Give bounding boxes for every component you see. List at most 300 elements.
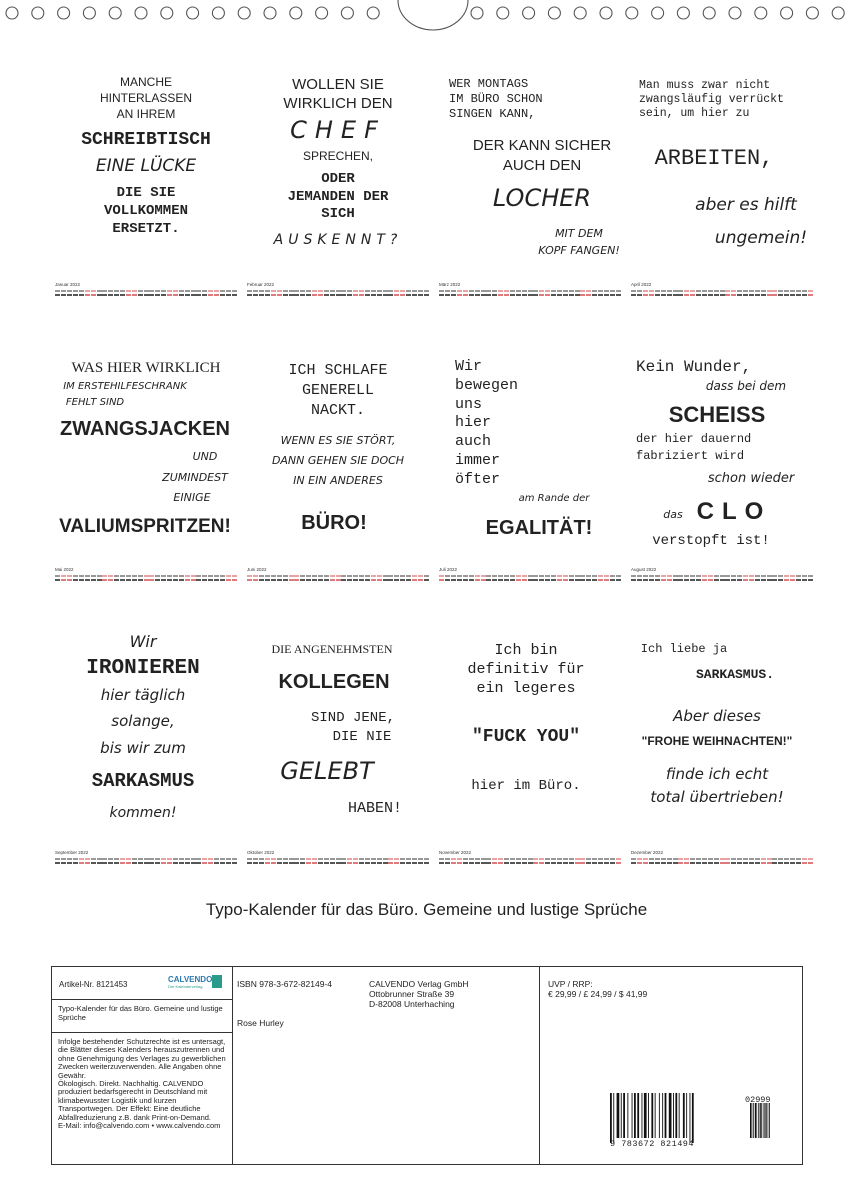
calendar-cell <box>457 290 462 291</box>
calendar-cell <box>161 575 166 576</box>
calendar-cell <box>191 862 196 864</box>
calendar-cell <box>108 579 113 581</box>
calendar-cell <box>265 858 270 859</box>
calendar-cell <box>439 858 444 859</box>
calendar-cell <box>336 579 341 581</box>
barcode-addon-bar <box>750 1103 751 1138</box>
calendar-cell <box>720 290 725 291</box>
calendar-cell <box>67 290 72 291</box>
calendar-cell <box>271 294 276 296</box>
calendar-cell <box>318 862 323 864</box>
calendar-cell <box>191 575 196 576</box>
calendar-cell <box>492 290 497 291</box>
calendar-cell <box>575 575 580 576</box>
calendar-cell <box>294 862 299 864</box>
calendar-cell <box>539 290 544 291</box>
calendar-cell <box>289 579 294 581</box>
calendar-cell <box>784 290 789 291</box>
quote-line: ein legeres <box>476 680 576 697</box>
calendar-cell <box>772 862 777 864</box>
quote-line: SIND JENE, <box>310 710 396 726</box>
calendar-cell <box>247 579 252 581</box>
calendar-cell <box>167 579 172 581</box>
quote-line: zwangsläufig verrückt <box>639 93 784 106</box>
calendar-cell <box>784 294 789 296</box>
publisher-address <box>369 979 469 1010</box>
calendar-cell <box>796 858 801 859</box>
author: Rose Hurley <box>237 1018 284 1028</box>
barcode-bar <box>665 1093 667 1138</box>
barcode-bar <box>669 1093 672 1138</box>
calendar-cell <box>631 575 636 576</box>
calendar-cell <box>761 858 766 859</box>
calendar-cell <box>749 575 754 576</box>
calendar-cell <box>486 290 491 291</box>
calendar-cell <box>755 290 760 291</box>
calendar-cell <box>598 575 603 576</box>
calendar-cell <box>439 294 444 296</box>
calendar-cell <box>289 294 294 296</box>
month-name: Juni 2022 <box>247 567 267 572</box>
month-tile <box>247 345 429 605</box>
calendar-cell <box>580 575 585 576</box>
calendar-cell <box>772 575 777 576</box>
quote-line: IM ERSTEHILFESCHRANK <box>63 381 187 392</box>
quote-area <box>247 345 429 570</box>
calendar-cell <box>498 862 503 864</box>
quote-line: "FROHE WEIHNACHTEN!" <box>641 734 793 748</box>
calendar-cell <box>439 290 444 291</box>
calendar-cell <box>486 579 491 581</box>
calendar-cell <box>463 290 468 291</box>
calendar-cell <box>324 575 329 576</box>
calendar-cell <box>61 862 66 864</box>
calendar-cell <box>132 575 137 576</box>
calendar-cell <box>265 294 270 296</box>
calendar-cell <box>191 290 196 291</box>
barcode-bar <box>679 1093 680 1138</box>
calendar-cell <box>394 862 399 864</box>
calendar-cell <box>439 862 444 864</box>
calendar-cell <box>155 579 160 581</box>
calendar-cell <box>253 294 258 296</box>
calendar-cell <box>359 575 364 576</box>
calendar-cell <box>102 862 107 864</box>
publisher-line: CALVENDO Verlag GmbH <box>369 979 469 989</box>
calendar-cell <box>424 858 429 859</box>
calendar-cell <box>725 862 730 864</box>
calendar-cell <box>155 575 160 576</box>
calendar-cell <box>330 579 335 581</box>
calendar-cell <box>678 858 683 859</box>
calendar-cell <box>749 858 754 859</box>
calendar-cell <box>684 575 689 576</box>
barcode-bar <box>692 1093 694 1143</box>
calendar-cell <box>271 862 276 864</box>
calendar-cell <box>725 294 730 296</box>
quote-line: VOLLKOMMEN <box>103 203 189 219</box>
barcode-addon-bar <box>769 1103 770 1138</box>
calendar-cell <box>247 858 252 859</box>
calendar-cell <box>179 575 184 576</box>
calendar-cell <box>616 858 621 859</box>
quote-area <box>439 60 621 285</box>
calvendo-logo-sub: Der Kalenderverlag <box>168 984 203 989</box>
calendar-cell <box>731 290 736 291</box>
calendar-cell <box>667 290 672 291</box>
binding-hole <box>755 7 767 19</box>
barcode-bar <box>613 1093 614 1143</box>
calendar-cell <box>702 579 707 581</box>
calendar-cell <box>394 294 399 296</box>
calendar-cell <box>755 575 760 576</box>
calendar-cell <box>330 290 335 291</box>
calendar-cell <box>214 579 219 581</box>
calendar-cell <box>708 579 713 581</box>
calendar-cell <box>312 294 317 296</box>
month-tile <box>439 345 621 605</box>
calendar-cell <box>232 862 237 864</box>
calendar-cell <box>743 858 748 859</box>
calendar-cell <box>161 858 166 859</box>
month-tile <box>55 60 237 320</box>
calendar-cell <box>55 579 60 581</box>
calendar-cell <box>522 862 527 864</box>
calendar-cell <box>114 858 119 859</box>
calendar-cell <box>778 290 783 291</box>
calendar-cell <box>451 579 456 581</box>
calendar-cell <box>772 858 777 859</box>
calendar-cell <box>126 579 131 581</box>
month-name: Oktober 2022 <box>247 850 275 855</box>
calendar-cell <box>418 290 423 291</box>
legal-text: Infolge bestehender Schutzrechte ist es untersagt, die Blätter dieses Kalenders herauszutrennen und ohne Genehmigung des Verlages zu gewerblichen Zwecken weiterzuverwenden. Alle Angaben ohne Gewähr. <box>58 1037 226 1080</box>
barcode-addon-bar <box>756 1103 757 1138</box>
day-row <box>631 293 813 297</box>
calendar-cell <box>796 862 801 864</box>
barcode-addon: 02999 <box>745 1095 771 1105</box>
calendar-cell <box>196 294 201 296</box>
calendar-cell <box>253 858 258 859</box>
calendar-cell <box>649 862 654 864</box>
calendar-cell <box>418 575 423 576</box>
quote-line: DANN GEHEN SIE DOCH <box>271 454 405 467</box>
calendar-cell <box>259 858 264 859</box>
barcode-addon-bar <box>761 1103 762 1138</box>
calendar-cell <box>55 294 60 296</box>
binding-hole <box>497 7 509 19</box>
calendar-cell <box>678 862 683 864</box>
day-row <box>55 293 237 297</box>
calendar-cell <box>457 858 462 859</box>
calendar-cell <box>173 575 178 576</box>
calendar-cell <box>808 858 813 859</box>
calendar-cell <box>179 294 184 296</box>
quote-line: der hier dauernd <box>636 432 752 446</box>
calendar-cell <box>575 290 580 291</box>
calendar-cell <box>277 294 282 296</box>
calendar-cell <box>79 858 84 859</box>
calendar-cell <box>185 579 190 581</box>
calendar-cell <box>202 575 207 576</box>
calendar-cell <box>690 579 695 581</box>
barcode-bar <box>662 1093 663 1138</box>
calendar-cell <box>97 862 102 864</box>
mini-calendar <box>439 850 621 865</box>
month-name: April 2022 <box>631 282 652 287</box>
quote-line: DIE NIE <box>332 729 392 745</box>
quote-line: AUCH DEN <box>502 157 582 174</box>
calendar-cell <box>580 294 585 296</box>
calendar-cell <box>714 290 719 291</box>
barcode-addon-bar <box>755 1103 756 1138</box>
calendar-cell <box>161 290 166 291</box>
calendar-cell <box>802 575 807 576</box>
calendar-cell <box>120 575 125 576</box>
calendar-cell <box>598 579 603 581</box>
calendar-cell <box>737 858 742 859</box>
calendar-cell <box>55 575 60 576</box>
calendar-cell <box>457 294 462 296</box>
calendar-cell <box>557 858 562 859</box>
calendar-cell <box>678 579 683 581</box>
quote-line: GELEBT <box>280 757 374 785</box>
calendar-cell <box>684 858 689 859</box>
calendar-cell <box>720 858 725 859</box>
calendar-cell <box>412 294 417 296</box>
calendar-cell <box>271 858 276 859</box>
calendar-cell <box>743 579 748 581</box>
calendar-cell <box>475 294 480 296</box>
barcode-addon-bar <box>758 1103 759 1138</box>
quote-line: DER KANN SICHER <box>472 137 612 154</box>
binding-hole <box>600 7 612 19</box>
calendar-cell <box>708 290 713 291</box>
calendar-cell <box>377 575 382 576</box>
calendar-cell <box>336 862 341 864</box>
calendar-cell <box>545 294 550 296</box>
calendar-cell <box>114 862 119 864</box>
calendar-cell <box>551 858 556 859</box>
calendar-cell <box>394 579 399 581</box>
calendar-cell <box>185 575 190 576</box>
calendar-cell <box>539 575 544 576</box>
calendar-cell <box>253 862 258 864</box>
calendar-cell <box>451 862 456 864</box>
calendar-cell <box>445 575 450 576</box>
barcode-addon-bar <box>768 1103 769 1138</box>
calendar-cell <box>616 294 621 296</box>
calendar-cell <box>486 862 491 864</box>
calendar-cell <box>220 579 225 581</box>
calendar-cell <box>306 294 311 296</box>
calendar-cell <box>383 862 388 864</box>
barcode-bar <box>637 1093 639 1138</box>
calendar-cell <box>73 294 78 296</box>
calendar-cell <box>208 579 213 581</box>
calendar-cell <box>510 862 515 864</box>
calendar-cell <box>149 575 154 576</box>
calendar-cell <box>400 294 405 296</box>
calendar-cell <box>79 575 84 576</box>
calendar-cell <box>667 862 672 864</box>
calendar-cell <box>498 858 503 859</box>
quote-line: SINGEN KANN, <box>449 107 536 121</box>
hanger-notch <box>398 0 468 30</box>
calendar-cell <box>347 862 352 864</box>
article-cell <box>52 967 232 1000</box>
barcode-bar <box>632 1093 633 1138</box>
calendar-cell <box>67 858 72 859</box>
quote-line: Kein Wunder, <box>636 358 752 376</box>
calendar-cell <box>790 579 795 581</box>
calendar-cell <box>802 290 807 291</box>
quote-line: bis wir zum <box>100 739 186 757</box>
calendar-cell <box>300 862 305 864</box>
calendar-cell <box>637 858 642 859</box>
calendar-cell <box>365 294 370 296</box>
barcode-bar <box>642 1093 643 1138</box>
calendar-cell <box>498 294 503 296</box>
quote-line: verstopft ist! <box>652 533 770 549</box>
calendar-cell <box>755 858 760 859</box>
calendar-cell <box>463 294 468 296</box>
quote-line: ungemein! <box>714 228 808 248</box>
quote-line: hier <box>455 414 492 431</box>
calendar-cell <box>365 858 370 859</box>
calendar-cell <box>318 575 323 576</box>
calendar-cell <box>469 579 474 581</box>
article-number: Artikel-Nr. 8121453 <box>59 980 128 989</box>
calendar-cell <box>725 579 730 581</box>
calendar-cell <box>592 579 597 581</box>
calendar-cell <box>353 294 358 296</box>
calendar-cell <box>761 862 766 864</box>
calendar-cell <box>743 862 748 864</box>
month-name: Mai 2022 <box>55 567 74 572</box>
calendar-cell <box>220 290 225 291</box>
calendar-cell <box>424 290 429 291</box>
quote-line: JEMANDEN DER <box>287 189 389 205</box>
calendar-cell <box>318 579 323 581</box>
calendar-cell <box>247 290 252 291</box>
quote-area <box>55 60 237 285</box>
month-tile <box>631 628 813 888</box>
calendar-cell <box>451 290 456 291</box>
quote-line: DIE SIE <box>116 185 176 201</box>
quote-line: SPRECHEN, <box>302 149 374 163</box>
calendar-cell <box>202 579 207 581</box>
calendar-cell <box>91 862 96 864</box>
calendar-cell <box>324 858 329 859</box>
quote-line: Man muss zwar nicht <box>639 79 771 92</box>
quote-line: CLO <box>696 498 772 525</box>
publisher-line: Ottobrunner Straße 39 <box>369 989 455 1000</box>
calendar-cell <box>85 290 90 291</box>
calendar-cell <box>586 294 591 296</box>
calendar-cell <box>173 290 178 291</box>
calendar-cell <box>400 575 405 576</box>
binding-hole <box>6 7 18 19</box>
month-name: Januar 2022 <box>55 282 81 287</box>
barcode-bar <box>686 1093 687 1138</box>
calendar-cell <box>424 862 429 864</box>
calendar-cell <box>371 862 376 864</box>
calendar-cell <box>637 575 642 576</box>
calendar-cell <box>673 294 678 296</box>
calendar-cell <box>406 862 411 864</box>
calendar-cell <box>796 575 801 576</box>
calendar-cell <box>481 575 486 576</box>
quote-line: total übertrieben! <box>650 788 784 806</box>
calendar-cell <box>510 575 515 576</box>
quote-area <box>247 60 429 285</box>
month-name: Dezember 2022 <box>631 850 664 855</box>
calendar-cell <box>388 858 393 859</box>
calendar-cell <box>144 294 149 296</box>
calendar-cell <box>702 862 707 864</box>
calendar-cell <box>439 575 444 576</box>
legal-notes <box>52 1033 232 1134</box>
calendar-cell <box>196 575 201 576</box>
mini-calendar <box>631 850 813 865</box>
calendar-cell <box>545 290 550 291</box>
calendar-cell <box>575 862 580 864</box>
calendar-cell <box>85 575 90 576</box>
calendar-cell <box>649 575 654 576</box>
calendar-cell <box>610 575 615 576</box>
quote-line: das <box>663 508 683 521</box>
calendar-cell <box>185 294 190 296</box>
calendar-cell <box>790 290 795 291</box>
quote-line: HINTERLASSEN <box>99 91 193 105</box>
calendar-cell <box>696 579 701 581</box>
quote-line: WENN ES SIE STÖRT, <box>280 434 396 447</box>
quote-line: WOLLEN SIE <box>292 76 384 93</box>
calendar-cell <box>533 862 538 864</box>
calendar-cell <box>196 862 201 864</box>
calendar-cell <box>138 858 143 859</box>
calendar-cell <box>575 294 580 296</box>
calendar-cell <box>667 294 672 296</box>
calendar-cell <box>341 579 346 581</box>
calendar-cell <box>498 290 503 291</box>
calendar-cell <box>173 579 178 581</box>
calendar-cell <box>522 294 527 296</box>
calendar-cell <box>336 294 341 296</box>
calendar-cell <box>655 575 660 576</box>
calendar-cell <box>778 575 783 576</box>
calendar-cell <box>424 575 429 576</box>
barcode-bar <box>621 1093 622 1138</box>
calendar-cell <box>365 579 370 581</box>
short-title: Typo-Kalender für das Büro. Gemeine und lustige Sprüche <box>52 1000 232 1033</box>
calendar-cell <box>353 862 358 864</box>
calendar-cell <box>167 294 172 296</box>
calendar-cell <box>643 862 648 864</box>
month-tile <box>247 628 429 888</box>
barcode-bar <box>690 1093 691 1143</box>
calendar-cell <box>191 294 196 296</box>
calendar-cell <box>220 575 225 576</box>
calendar-cell <box>673 290 678 291</box>
calendar-cell <box>510 858 515 859</box>
calendar-cell <box>604 294 609 296</box>
calendar-cell <box>102 579 107 581</box>
calendar-cell <box>586 862 591 864</box>
calendar-cell <box>598 858 603 859</box>
calendar-cell <box>702 290 707 291</box>
